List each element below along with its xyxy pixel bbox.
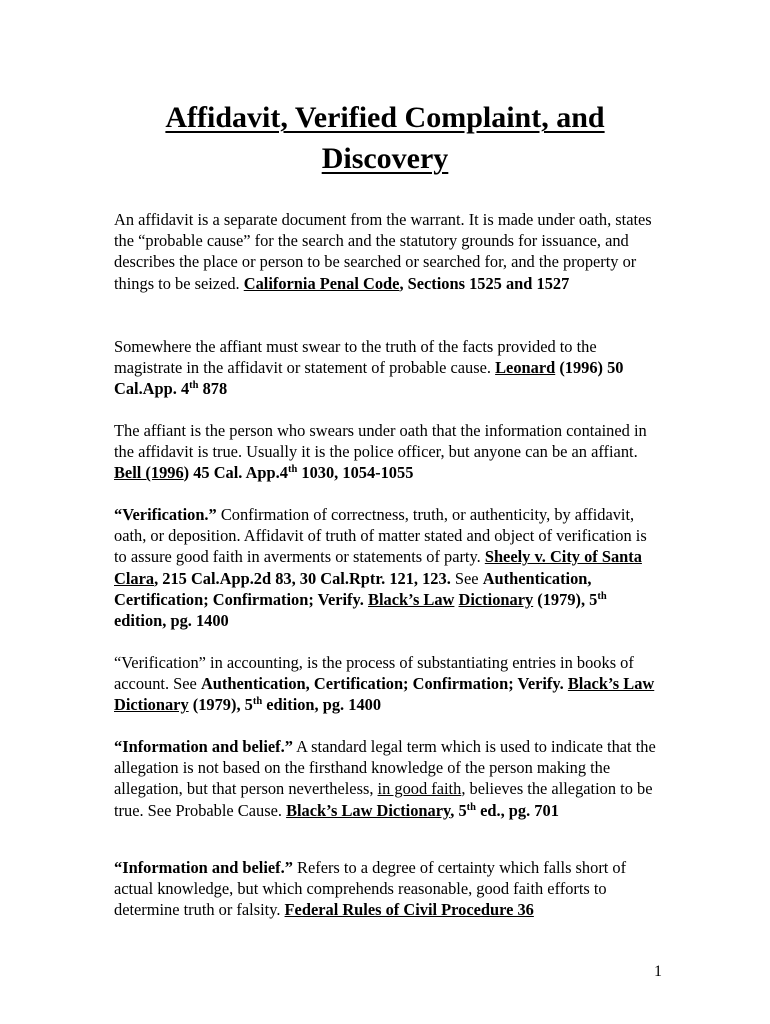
superscript-th: th	[287, 464, 298, 476]
citation-blacks-law-line1: Black’s Law	[368, 589, 455, 609]
superscript-th: th	[252, 696, 263, 708]
paragraph-affidavit-definition	[114, 209, 659, 294]
citation-blacks-law: Black’s Law Dictionary	[286, 800, 451, 820]
citation-blacks-edition: (1979), 5	[188, 695, 253, 715]
citation-blacks-page: edition, pg. 1400	[114, 611, 229, 631]
citation-blacks-edition: , 5	[450, 800, 467, 820]
underlined-good-faith: in good faith	[377, 779, 462, 799]
paragraph-information-belief-1	[114, 736, 659, 821]
citation-penal-code: California Penal Code	[243, 273, 400, 293]
paragraph-text: Somewhere the affiant must swear to the truth of the facts provided to the magistrate in the affidavit or statement of probable cause.	[114, 337, 597, 378]
superscript-th: th	[189, 380, 199, 392]
superscript-th: th	[597, 590, 607, 602]
citation-blacks-edition: (1979), 5	[533, 589, 598, 609]
paragraph-text: A standard legal term which is used to indicate that the allegation is not based on the firsthand knowledge of the person making the allegation, but that person nevertheless,	[114, 737, 656, 799]
citation-sheely-reporter: , 215 Cal.App.2d 83, 30 Cal.Rptr. 121, 123.	[154, 568, 451, 588]
citation-leonard-reporter: (1996) 50 Cal.App. 4	[114, 358, 624, 399]
citation-bell: Bell (1996	[114, 463, 184, 483]
paragraph-text: An affidavit is a separate document from the warrant. It is made under oath, states the “probable cause” for the search and the statutory grounds for issuance, and describes the place or person to be searched or searched for, and the property or things to be seized.	[114, 210, 652, 293]
term-information-belief: “Information and belief.”	[114, 737, 293, 756]
citation-leonard-page: 878	[198, 379, 228, 399]
paragraph-verification-accounting	[114, 652, 659, 716]
see-terms: Authentication, Certification; Confirmation; Verify.	[200, 674, 564, 694]
page-number: 1	[654, 963, 662, 980]
citation-sheely-case: Sheely v. City of Santa Clara	[114, 547, 642, 588]
superscript-th: th	[466, 801, 477, 813]
citation-sections: , Sections 1525 and 1527	[399, 273, 570, 293]
citation-blacks-page: ed., pg. 701	[476, 800, 559, 820]
paragraph-information-belief-2	[114, 857, 659, 921]
citation-blacks-law-line2: Dictionary	[458, 589, 534, 609]
title-line-2: Discovery	[321, 142, 449, 175]
see-text: See	[450, 568, 483, 588]
paragraph-verification-definition	[114, 504, 659, 631]
paragraph-text: Refers to a degree of certainty which falls short of actual knowledge, but which comprehends reasonable, good faith efforts to determine truth or falsity.	[114, 858, 627, 920]
paragraph-text: The affiant is the person who swears under oath that the information contained in the affidavit is true. Usually it is the police officer, but anyone can be an affiant.	[114, 421, 647, 462]
citation-blacks-page: edition, pg. 1400	[262, 695, 382, 715]
term-information-belief: “Information and belief.”	[114, 858, 293, 877]
citation-bell-reporter: ) 45 Cal. App.4	[183, 463, 288, 483]
paragraph-affiant-swear	[114, 336, 659, 400]
paragraph-text: “Verification” in accounting, is the process of substantiating entries in books of account. See	[114, 653, 634, 694]
citation-leonard: Leonard	[495, 358, 556, 378]
paragraph-text: Confirmation of correctness, truth, or authenticity, by affidavit, oath, or deposition. Affidavit of truth of matter stated and object of verification is to assure good faith in averments or statements of party.	[114, 505, 647, 567]
term-verification: “Verification.”	[114, 505, 217, 524]
paragraph-affiant-person	[114, 420, 659, 484]
document-title	[100, 97, 670, 179]
paragraph-text-2: , believes the allegation to be true. See Probable Cause.	[114, 779, 653, 820]
see-terms: Authentication, Certification; Confirmation; Verify.	[114, 568, 592, 609]
citation-bell-pages: 1030, 1054-1055	[297, 463, 414, 483]
title-line-1: Affidavit, Verified Complaint, and	[165, 101, 605, 134]
citation-frcp-36: Federal Rules of Civil Procedure 36	[284, 900, 534, 920]
citation-blacks-law: Black’s Law Dictionary	[114, 674, 655, 715]
